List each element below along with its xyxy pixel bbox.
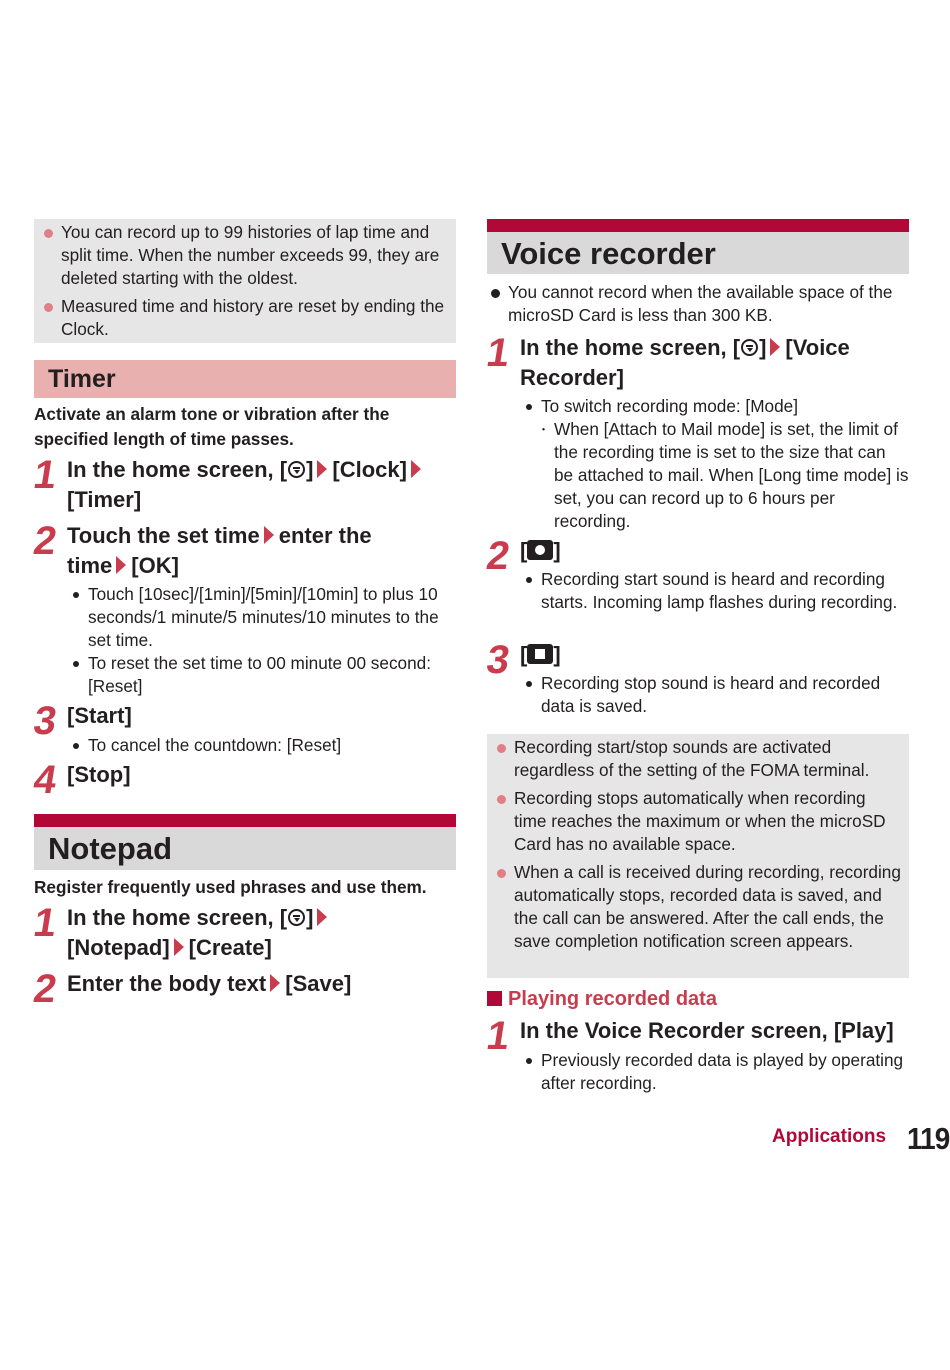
square-icon [487,991,502,1006]
step-number: 3 [30,699,60,743]
menu-key-icon [741,339,758,356]
notepad-lead: Register frequently used phrases and use them. [34,877,427,897]
note-item: You can record up to 99 histories of lap time and split time. When the number exceeds 99, they are deleted starting with the oldest. [44,221,448,290]
bullet-icon [526,681,532,687]
bullet-item: Recording stop sound is heard and recorded data is saved. [524,672,909,718]
bullet-icon [526,404,532,410]
sub-bullet-icon: ・ [537,422,551,437]
voice-note-box [487,734,909,978]
record-button-icon [527,540,553,560]
page-number: 119 [907,1121,950,1156]
section-title: Notepad [48,831,172,866]
step-number: 3 [483,638,513,682]
stop-button-icon [527,644,553,664]
note-item: Recording start/stop sounds are activated regardless of the setting of the FOMA terminal. [497,736,901,782]
step-number: 1 [30,453,60,497]
arrow-icon [174,938,184,956]
playing-subheading: Playing recorded data [487,986,717,1012]
note-item: Measured time and history are reset by ending the Clock. [44,295,448,341]
step-number: 2 [30,519,60,563]
arrow-icon [116,556,126,574]
notepad-section-header [34,814,456,870]
bullet-icon [497,744,506,753]
step-number: 2 [483,534,513,578]
clock-note-box [34,219,456,343]
arrow-icon [411,460,421,478]
step-number: 4 [30,758,60,802]
bullet-item: You cannot record when the available space of the microSD Card is less than 300 KB. [491,281,909,327]
section-title: Voice recorder [501,236,716,271]
bullet-item: Touch [10sec]/[1min]/[5min]/[10min] to plus 10 seconds/1 minute/5 minutes/10 minutes to the set time. [71,583,456,652]
bullet-item: Recording start sound is heard and recording starts. Incoming lamp flashes during recording. [524,568,909,614]
bullet-icon [73,592,79,598]
menu-key-icon [288,909,305,926]
note-item: Recording stops automatically when recording time reaches the maximum or when the microSD Card has no available space. [497,787,901,856]
timer-section-header [34,360,456,398]
sub-bullet-item: ・ When [Attach to Mail mode] is set, the limit of the recording time is set to the size that can be attached to mail. When [Long time mode] is set, you can record up to 6 hours per recording. [537,419,909,531]
bullet-icon [497,869,506,878]
step-number: 1 [483,1014,513,1058]
bullet-item: To switch recording mode: [Mode] [524,395,909,418]
bullet-item: Previously recorded data is played by operating after recording. [524,1049,909,1095]
arrow-icon [317,460,327,478]
bullet-icon [73,743,79,749]
step-number: 1 [30,901,60,945]
bullet-item: To reset the set time to 00 minute 00 second: [Reset] [71,652,456,698]
note-item: When a call is received during recording, recording automatically stops, recorded data is saved, and the call can be answered. After the call ends, the save completion notification screen appears. [497,861,901,953]
bullet-item: To cancel the countdown: [Reset] [71,734,456,757]
bullet-icon [73,661,79,667]
bullet-icon [526,577,532,583]
arrow-icon [770,338,780,356]
bullet-icon [526,1058,532,1064]
voice-recorder-section-header [487,219,909,275]
bullet-icon [44,303,53,312]
bullet-icon [44,229,53,238]
step-number: 2 [30,967,60,1011]
bullet-icon [491,289,500,298]
footer-section-label: Applications [772,1126,887,1147]
menu-key-icon [288,461,305,478]
arrow-icon [270,974,280,992]
step-number: 1 [483,331,513,375]
section-title: Timer [48,365,116,393]
timer-lead: Activate an alarm tone or vibration after the specified length of time passes. [34,404,390,449]
arrow-icon [317,908,327,926]
bullet-icon [497,795,506,804]
arrow-icon [264,526,274,544]
